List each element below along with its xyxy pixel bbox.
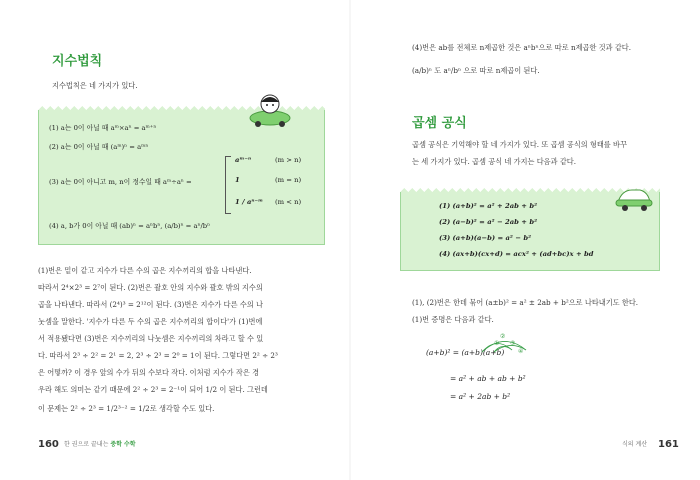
- formula-2: (2) (a−b)² = a² − 2ab + b²: [439, 218, 538, 226]
- proof-line-3: = a² + 2ab + b²: [450, 392, 511, 401]
- body-line: (1)번은 밑이 같고 지수가 다른 수의 곱은 지수끼리의 합을 나타낸다.: [38, 266, 252, 275]
- rule-4: (4) a, b가 0이 아닐 때 (ab)ⁿ = aⁿbⁿ, (a/b)ⁿ = aⁿ/bⁿ: [49, 222, 211, 230]
- page-number: 160: [38, 439, 59, 450]
- formula-4: (4) (ax+b)(cx+d) = acx² + (ad+bc)x + bd: [439, 250, 594, 258]
- marker-2: ②: [500, 333, 506, 340]
- section-heading-exponent-laws: 지수법칙: [52, 54, 103, 69]
- car-illustration-icon: [248, 92, 292, 128]
- formula-1: (1) (a+b)² = a² + 2ab + b²: [439, 202, 538, 210]
- exponent-rules-box: [38, 108, 325, 245]
- case-2: 1: [235, 176, 240, 184]
- rule-3: (3) a는 0이 아니고 m, n이 정수일 때 aᵐ÷aⁿ =: [49, 178, 192, 186]
- body-line: 은 어떻까? 이 경우 앞의 수가 뒤의 수보다 작다. 이처럼 지수가 작은 경: [38, 368, 260, 377]
- body-line: 눗셈을 말한다. '지수가 다른 두 수의 곱은 지수끼리의 합이다'가 (1)번에: [38, 317, 263, 326]
- book-title: [64, 439, 136, 448]
- top-text-line: (4)번은 ab를 전체로 n제곱한 것은 aⁿbⁿ으로 따로 n제곱한 것과 같다.: [412, 43, 632, 52]
- case-1: aᵐ⁻ⁿ: [235, 156, 252, 164]
- section-heading-multiplication-formulas: 곱셈 공식: [412, 116, 467, 131]
- right-page: [350, 0, 700, 480]
- rule-2: (2) a는 0이 아닐 때 (aᵐ)ⁿ = aᵐⁿ: [49, 143, 149, 151]
- book-title-prefix: 한 권으로 끝내는: [64, 441, 109, 448]
- body-line: 서 적용됐다면 (3)번은 지수끼리의 나눗셈은 지수끼리의 차라고 할 수 있: [38, 334, 264, 343]
- section-title-footer: 식의 계산: [622, 441, 648, 448]
- body-line: 곱을 나타낸다. 따라서 (2⁴)³ = 2¹²이 된다. (3)번은 지수가 다른 수의 나: [38, 300, 263, 309]
- case-1-condition: (m > n): [275, 156, 302, 164]
- marker-3: ③: [510, 340, 516, 347]
- intro-text: 지수법칙은 네 가지가 있다.: [52, 81, 138, 90]
- marker-4: ④: [518, 348, 524, 355]
- after-text-line: (1), (2)번은 한데 묶어 (a±b)² = a² ± 2ab + b²으로 나타내기도 한다.: [412, 298, 639, 307]
- top-text-line: (a/b)ⁿ 도 aⁿ/bⁿ 으로 따로 n제곱이 된다.: [412, 66, 540, 75]
- body-line: 이 문제는 2² ÷ 2³ = 1/2³⁻² = 1/2로 생각할 수도 있다.: [38, 404, 215, 413]
- body-line: 따라서 2⁴×2³ = 2⁷이 된다. (2)번은 괄호 안의 지수와 괄호 밖의 지수의: [38, 283, 263, 292]
- formula-3: (3) (a+b)(a−b) = a² − b²: [439, 234, 532, 242]
- body-line: 다. 따라서 2³ ÷ 2² = 2¹ = 2, 2³ ÷ 2³ = 2⁰ = 1이 된다. 그렇다면 2² ÷ 2³: [38, 351, 278, 360]
- intro-line: 곱셈 공식은 기억해야 할 네 가지가 있다. 또 곱셈 공식의 형태를 바꾸: [412, 140, 627, 149]
- book-title-main: 중학 수학: [110, 441, 136, 448]
- intro-line: 는 세 가지가 있다. 곱셈 공식 네 가지는 다음과 같다.: [412, 157, 576, 166]
- case-2-condition: (m = n): [275, 176, 302, 184]
- page-number: 161: [658, 439, 679, 450]
- marker-1: ①: [494, 340, 500, 347]
- rule-1: (1) a는 0이 아닐 때 aᵐ×aⁿ = aᵐ⁺ⁿ: [49, 124, 157, 132]
- cases-brace: [225, 156, 231, 214]
- body-line: 우라 해도 의미는 같기 때문에 2² ÷ 2³ = 2⁻¹이 되어 1/2 이 된다. 그런데: [38, 385, 268, 394]
- case-3-condition: (m < n): [275, 198, 302, 206]
- after-text-line: (1)번 증명은 다음과 같다.: [412, 315, 494, 324]
- car-illustration-icon: [614, 182, 654, 212]
- proof-line-1: (a+b)² = (a+b)(a+b): [426, 348, 505, 357]
- proof-line-2: = a² + ab + ab + b²: [450, 374, 526, 383]
- case-3: 1 / aⁿ⁻ᵐ: [235, 198, 264, 206]
